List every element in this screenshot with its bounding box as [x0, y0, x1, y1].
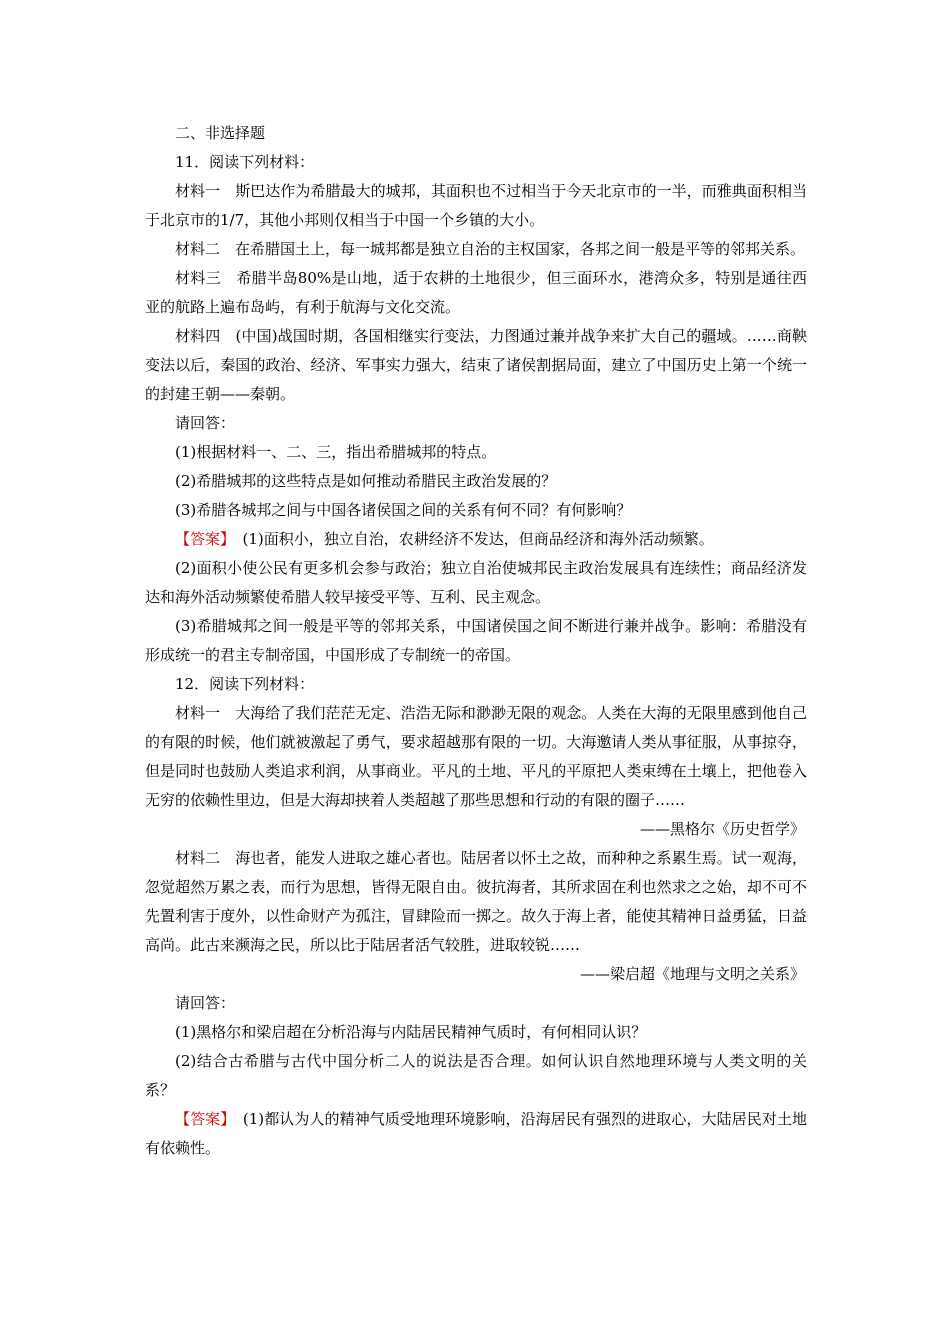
- q12-prompt: 请回答：: [175, 994, 236, 1012]
- q12-answer-1: [145, 1105, 807, 1163]
- q11-subquestion-1: (1)根据材料一、二、三，指出希腊城邦的特点。: [175, 443, 497, 461]
- question-11-title: 11．阅读下列材料：: [175, 153, 315, 171]
- q11-material-4: 材料四 (中国)战国时期，各国相继实行变法，力图通过兼并战争来扩大自己的疆域。……商鞅变法以后，秦国的政治、经济、军事实力强大，结束了诸侯割据局面，建立了中国历史上第一个统一的封建王朝——秦朝。: [145, 327, 807, 403]
- q12-subquestion-2: (2)结合古希腊与古代中国分析二人的说法是否合理。如何认识自然地理环境与人类文明的关系？: [145, 1052, 807, 1099]
- q11-answer-3: (3)希腊城邦之间一般是平等的邻邦关系，中国诸侯国之间不断进行兼并战争。影响：希腊没有形成统一的君主专制帝国，中国形成了专制统一的帝国。: [145, 617, 807, 664]
- q11-material-2: 材料二 在希腊国土上，每一城邦都是独立自治的主权国家，各邦之间一般是平等的邻邦关系。: [175, 240, 806, 258]
- answer-label: 【答案】: [175, 1110, 228, 1128]
- q12-material-2: 材料二 海也者，能发人进取之雄心者也。陆居者以怀土之故，而种种之系累生焉。试一观海，忽觉超然万累之表，而行为思想，皆得无限自由。彼抗海者，其所求固在利也然求之之始，却不可不先置利害于度外，以性命财产为孤注，冒肆险而一掷之。故久于海上者，能使其精神日益勇猛，日益高尚。此古来濒海之民，所以比于陆居者活气较胜，进取较锐……: [145, 849, 807, 954]
- q11-subquestion-2: (2)希腊城邦的这些特点是如何推动希腊民主政治发展的？: [175, 472, 557, 490]
- answer-label: 【答案】: [175, 530, 228, 548]
- q12-material-1-source: ——黑格尔《历史哲学》: [639, 820, 805, 838]
- q11-material-3: 材料三 希腊半岛80%是山地，适于农耕的土地很少，但三面环水，港湾众多，特别是通往西亚的航路上遍布岛屿，有利于航海与文化交流。: [145, 269, 807, 316]
- q12-material-2-source: ——梁启超《地理与文明之关系》: [579, 965, 805, 983]
- q11-material-1: 材料一 斯巴达作为希腊最大的城邦，其面积也不过相当于今天北京市的一半，而雅典面积相当于北京市的1/7，其他小邦则仅相当于中国一个乡镇的大小。: [145, 182, 807, 229]
- question-12-title: 12．阅读下列材料：: [175, 675, 315, 693]
- section-title: 二、非选择题: [175, 124, 266, 142]
- q11-answer-1: [145, 525, 807, 554]
- answer-text: (1)都认为人的精神气质受地理环境影响，沿海居民有强烈的进取心，大陆居民对土地有依赖性。: [145, 1110, 807, 1157]
- q11-subquestion-3: (3)希腊各城邦之间与中国各诸侯国之间的关系有何不同？有何影响？: [175, 501, 632, 519]
- answer-text: (1)面积小，独立自治，农耕经济不发达，但商品经济和海外活动频繁。: [227, 530, 714, 548]
- q12-material-1: 材料一 大海给了我们茫茫无定、浩浩无际和渺渺无限的观念。人类在大海的无限里感到他自己的有限的时候，他们就被激起了勇气，要求超越那有限的一切。大海邀请人类从事征服，从事掠夺，但是同时也鼓励人类追求利润，从事商业。平凡的土地、平凡的平原把人类束缚在土壤上，把他卷入无穷的依赖性里边，但是大海却挟着人类超越了那些思想和行动的有限的圈子……: [145, 704, 807, 809]
- q11-prompt: 请回答：: [175, 414, 236, 432]
- q12-subquestion-1: (1)黑格尔和梁启超在分析沿海与内陆居民精神气质时，有何相同认识？: [175, 1023, 647, 1041]
- q11-answer-2: (2)面积小使公民有更多机会参与政治；独立自治使城邦民主政治发展具有连续性；商品经济发达和海外活动频繁使希腊人较早接受平等、互利、民主观念。: [145, 559, 807, 606]
